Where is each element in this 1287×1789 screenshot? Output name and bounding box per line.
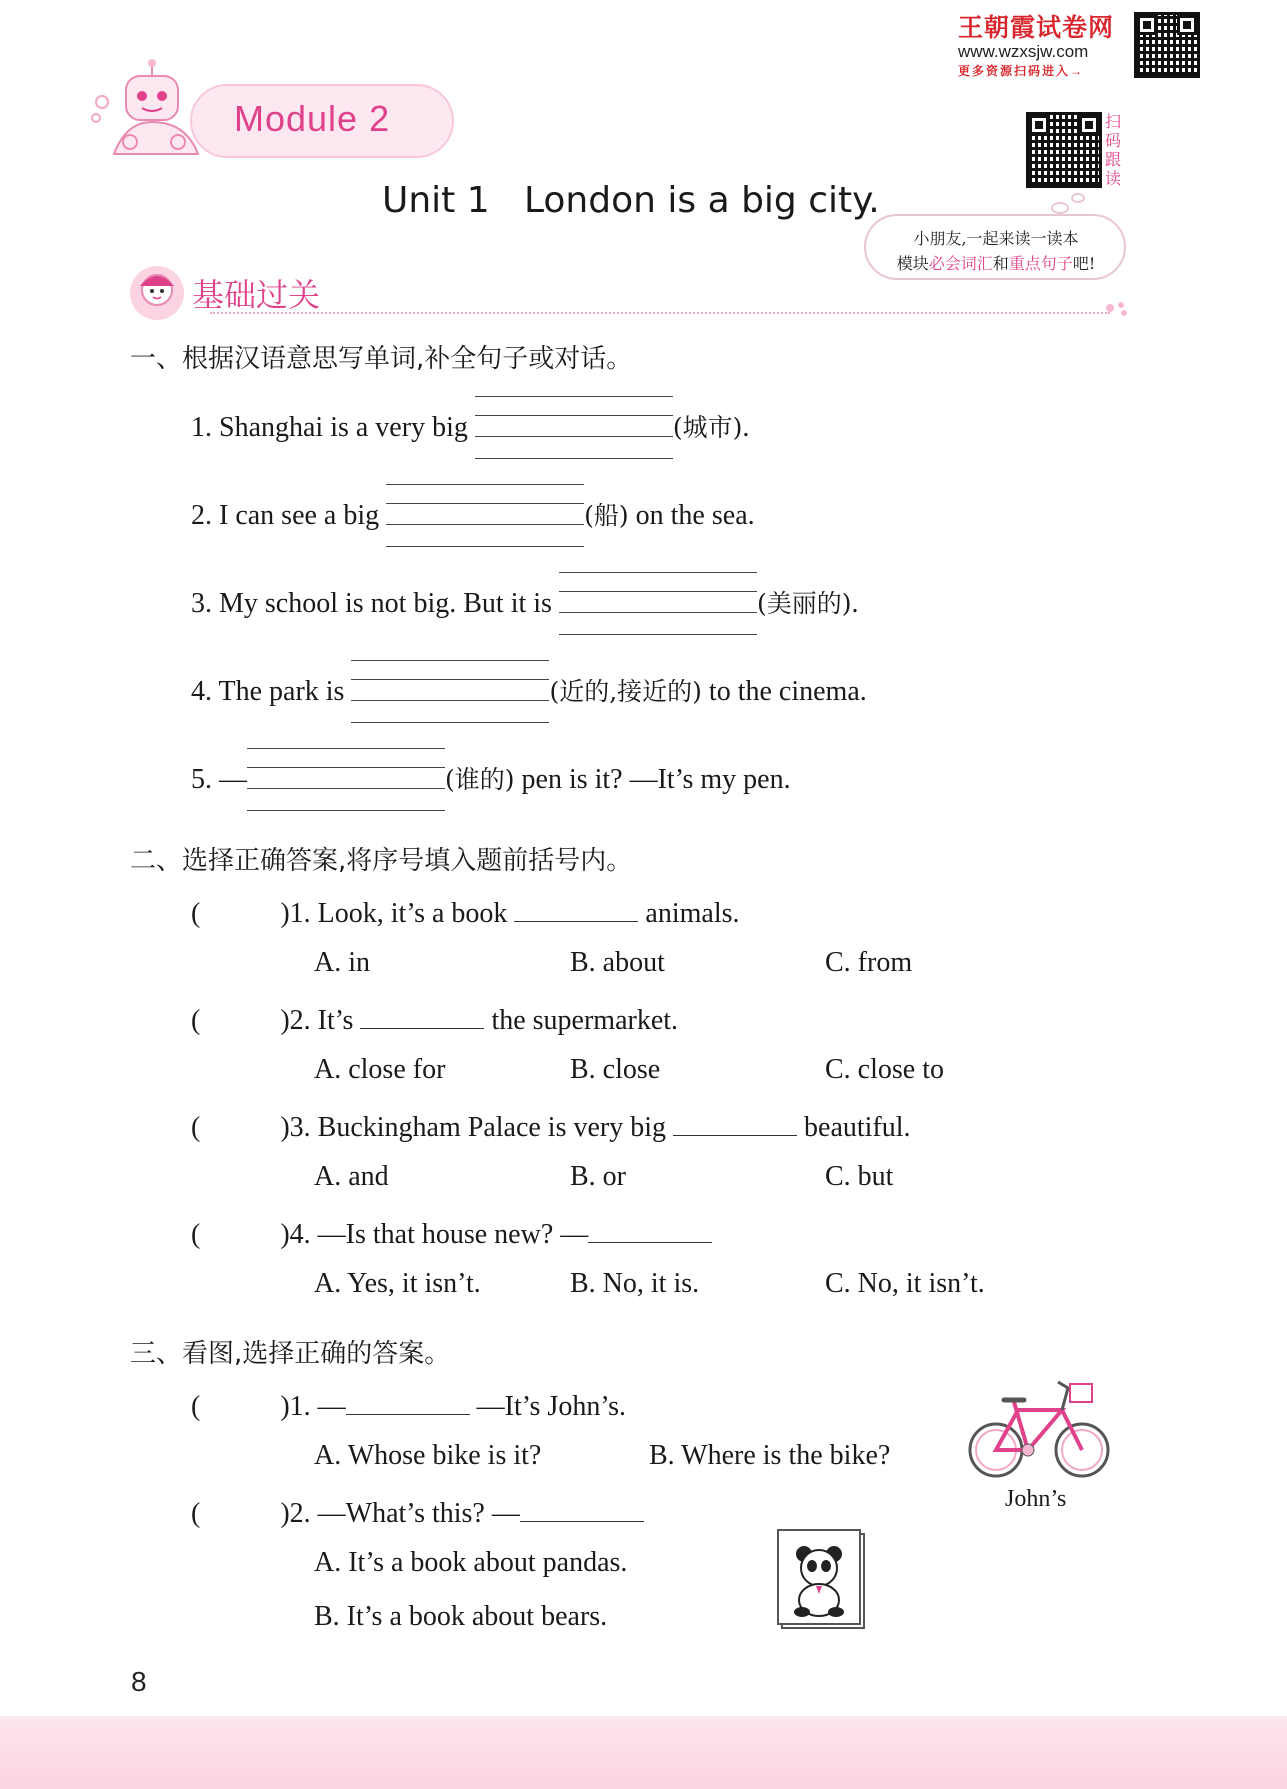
writing-lines[interactable]: [247, 764, 445, 788]
brand-block: [958, 8, 1114, 79]
answer-blank[interactable]: [673, 1107, 797, 1136]
mc-question-3: ( )3. Buckingham Palace is very big beautiful.: [191, 1107, 911, 1144]
picture-question-1: ( )1. — —It’s John’s.: [191, 1386, 626, 1423]
answer-bracket[interactable]: (: [191, 1005, 201, 1036]
fill-item-2: 2. I can see a big (船) on the sea.: [191, 496, 755, 532]
answer-bracket[interactable]: (: [191, 1391, 201, 1422]
unit-title: Unit 1 London is a big city.: [382, 180, 880, 221]
section-divider: [210, 312, 1110, 314]
option-b[interactable]: B. or: [570, 1161, 626, 1192]
answer-bracket[interactable]: (: [191, 898, 201, 929]
writing-lines[interactable]: [559, 588, 757, 612]
option-b[interactable]: B. It’s a book about bears.: [314, 1601, 608, 1632]
answer-bracket[interactable]: (: [191, 1219, 201, 1250]
panda-book-icon: [776, 1528, 870, 1632]
bicycle-icon: [966, 1370, 1114, 1482]
qr-code-icon[interactable]: [1026, 112, 1102, 188]
fill-item-1: 1. Shanghai is a very big (城市).: [191, 408, 749, 444]
page-number: 8: [131, 1666, 147, 1697]
mc-question-2: ( )2. It’s the supermarket.: [191, 1000, 678, 1037]
part2-heading: 二、选择正确答案,将序号填入题前括号内。: [130, 846, 633, 876]
part3-heading: 三、看图,选择正确的答案。: [130, 1339, 451, 1369]
writing-lines[interactable]: [475, 412, 673, 436]
option-b[interactable]: B. about: [570, 947, 665, 978]
brand-url[interactable]: www.wzxsjw.com: [958, 42, 1089, 61]
writing-lines[interactable]: [351, 676, 549, 700]
fill-item-5: 5. — (谁的) pen is it? —It’s my pen.: [191, 760, 791, 796]
mc-question-4: ( )4. —Is that house new? —: [191, 1214, 712, 1251]
girl-avatar-icon: [128, 264, 186, 322]
dots-decoration-icon: [1104, 298, 1130, 318]
answer-blank[interactable]: [514, 893, 638, 922]
qr-code-icon[interactable]: [1134, 12, 1200, 78]
option-c[interactable]: C. from: [825, 947, 913, 978]
fill-item-3: 3. My school is not big. But it is (美丽的).: [191, 584, 858, 620]
section-title: 基础过关: [192, 276, 321, 314]
answer-bracket[interactable]: (: [191, 1498, 201, 1529]
option-b[interactable]: B. Where is the bike?: [649, 1440, 891, 1471]
writing-lines[interactable]: [386, 500, 584, 524]
answer-blank[interactable]: [588, 1214, 712, 1243]
bubble-text: 小朋友,一起来读一读本 模块必会词汇和重点句子吧!: [896, 229, 1096, 273]
picture-question-2: ( )2. —What’s this? —: [191, 1493, 644, 1530]
option-a[interactable]: A. Yes, it isn’t.: [314, 1268, 481, 1299]
brand-tagline: 更多资源扫码进入→: [958, 64, 1085, 78]
option-a[interactable]: A. Whose bike is it?: [314, 1440, 542, 1471]
option-b[interactable]: B. No, it is.: [570, 1268, 700, 1299]
option-a[interactable]: A. and: [314, 1161, 389, 1192]
part1-heading: 一、根据汉语意思写单词,补全句子或对话。: [130, 344, 633, 374]
option-a[interactable]: A. in: [314, 947, 370, 978]
footer-band: [0, 1716, 1287, 1789]
option-c[interactable]: C. close to: [825, 1054, 944, 1085]
option-c[interactable]: C. but: [825, 1161, 894, 1192]
answer-blank[interactable]: [346, 1386, 470, 1415]
option-c[interactable]: C. No, it isn’t.: [825, 1268, 985, 1299]
option-a[interactable]: A. close for: [314, 1054, 446, 1085]
option-b[interactable]: B. close: [570, 1054, 661, 1085]
brand-name: 王朝霞试卷网: [958, 14, 1115, 42]
fill-item-4: 4. The park is (近的,接近的) to the cinema.: [191, 672, 867, 708]
bike-caption: John’s: [1005, 1486, 1067, 1512]
module-title: Module 2: [234, 98, 391, 139]
answer-bracket[interactable]: (: [191, 1112, 201, 1143]
scan-label: 扫 码 跟 读: [1104, 112, 1121, 188]
answer-blank[interactable]: [520, 1493, 644, 1522]
answer-blank[interactable]: [360, 1000, 484, 1029]
option-a[interactable]: A. It’s a book about pandas.: [314, 1547, 628, 1578]
mc-question-1: ( )1. Look, it’s a book animals.: [191, 893, 740, 930]
